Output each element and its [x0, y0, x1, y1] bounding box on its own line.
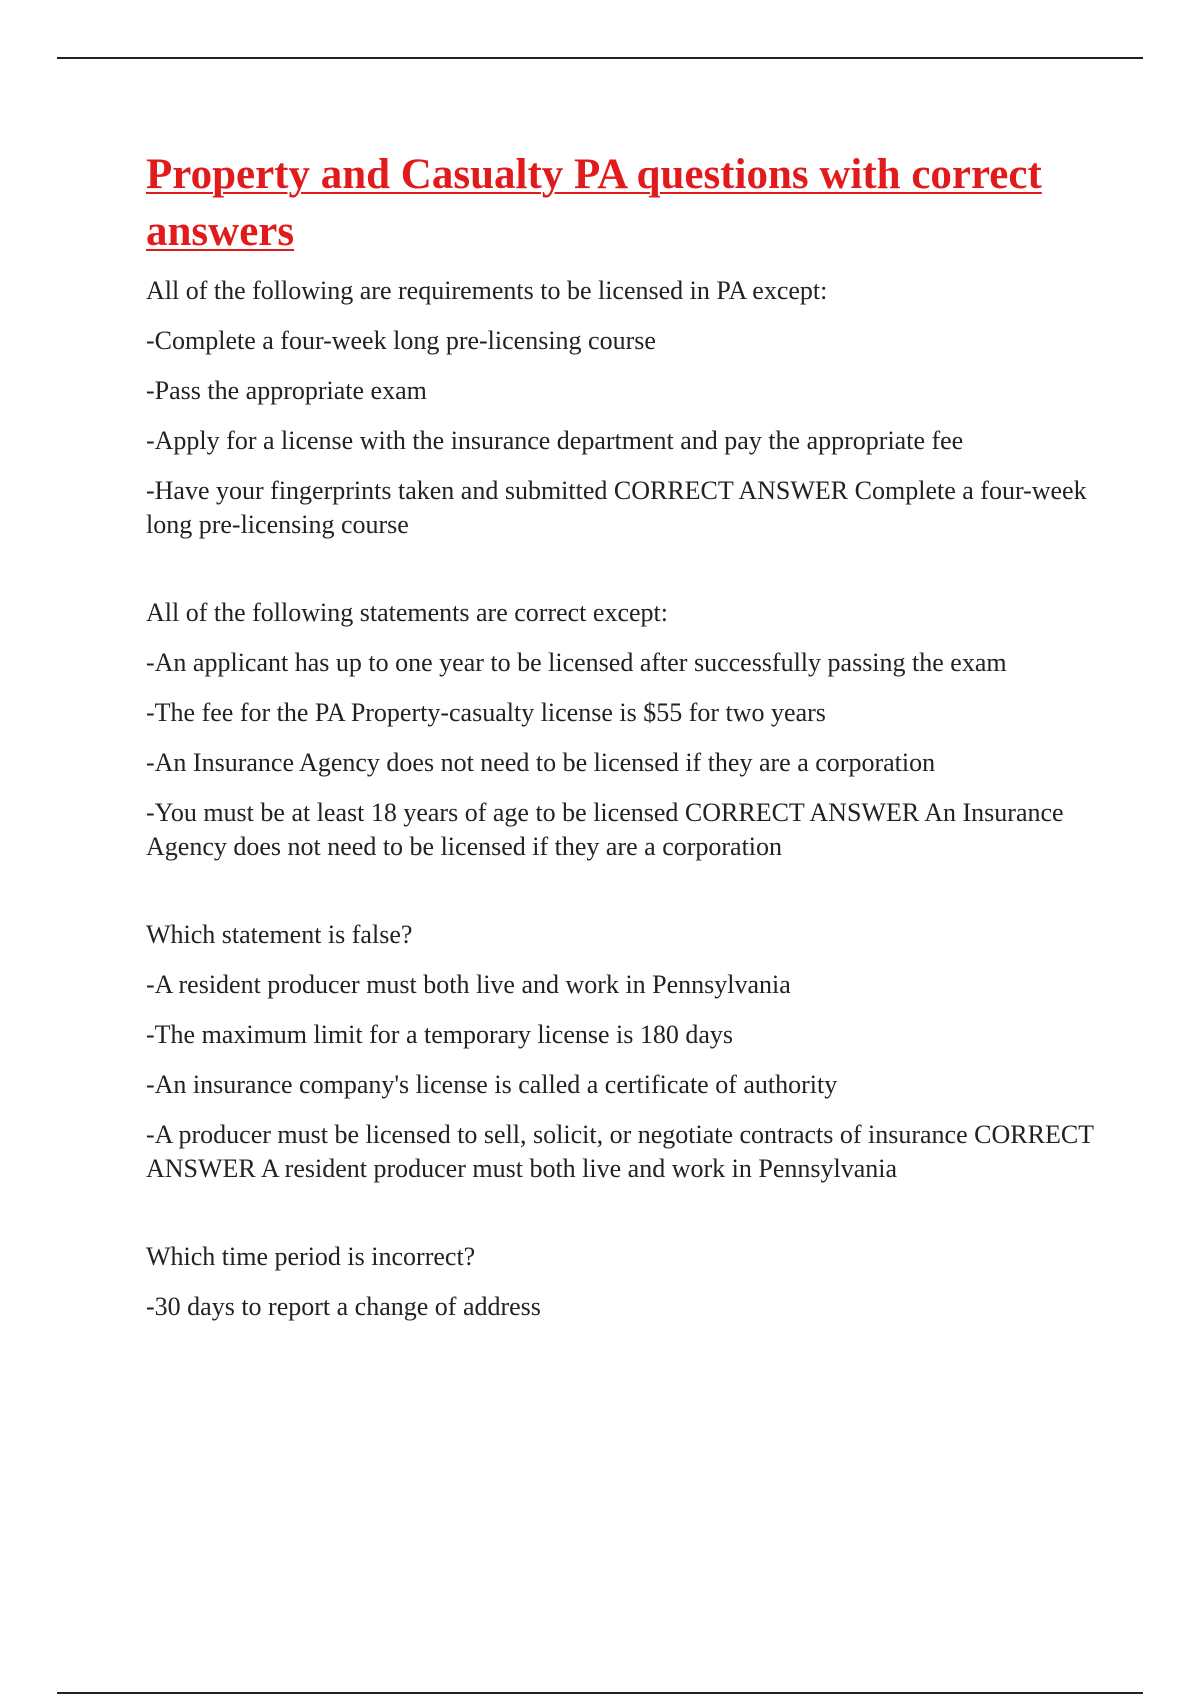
answer-option-with-correct-answer: -You must be at least 18 years of age to be licensed CORRECT ANSWER An Insurance Agency does not need to be licensed if they are a corporation — [146, 798, 1064, 861]
answer-option: -An insurance company's license is called a certificate of authority — [146, 1070, 838, 1099]
answer-option-with-correct-answer: -Have your fingerprints taken and submitted CORRECT ANSWER Complete a four-week long pre-licensing course — [146, 476, 1087, 539]
question-block — [146, 596, 1096, 864]
question-block — [146, 1240, 1096, 1324]
document-title: Property and Casualty PA questions with correct answers — [146, 151, 1042, 255]
answer-option-with-correct-answer: -A producer must be licensed to sell, solicit, or negotiate contracts of insurance CORRECT ANSWER A resident producer must both live and work in Pennsylvania — [146, 1120, 1094, 1183]
question-block — [146, 918, 1096, 1186]
answer-option: -A resident producer must both live and work in Pennsylvania — [146, 970, 791, 999]
question-block — [146, 274, 1096, 542]
question-prompt: Which statement is false? — [146, 920, 413, 949]
answer-option: -Complete a four-week long pre-licensing course — [146, 326, 656, 355]
document-body — [146, 146, 1096, 1378]
header-rule — [57, 57, 1143, 59]
answer-option: -Pass the appropriate exam — [146, 376, 427, 405]
answer-option: -An Insurance Agency does not need to be licensed if they are a corporation — [146, 748, 936, 777]
footer-rule — [57, 1692, 1143, 1694]
answer-option: -30 days to report a change of address — [146, 1292, 541, 1321]
answer-option: -The maximum limit for a temporary license is 180 days — [146, 1020, 734, 1049]
question-prompt: All of the following are requirements to be licensed in PA except: — [146, 276, 828, 305]
question-prompt: Which time period is incorrect? — [146, 1242, 476, 1271]
answer-option: -An applicant has up to one year to be licensed after successfully passing the exam — [146, 648, 1007, 677]
answer-option: -The fee for the PA Property-casualty license is $55 for two years — [146, 698, 826, 727]
question-prompt: All of the following statements are correct except: — [146, 598, 668, 627]
answer-option: -Apply for a license with the insurance department and pay the appropriate fee — [146, 426, 964, 455]
